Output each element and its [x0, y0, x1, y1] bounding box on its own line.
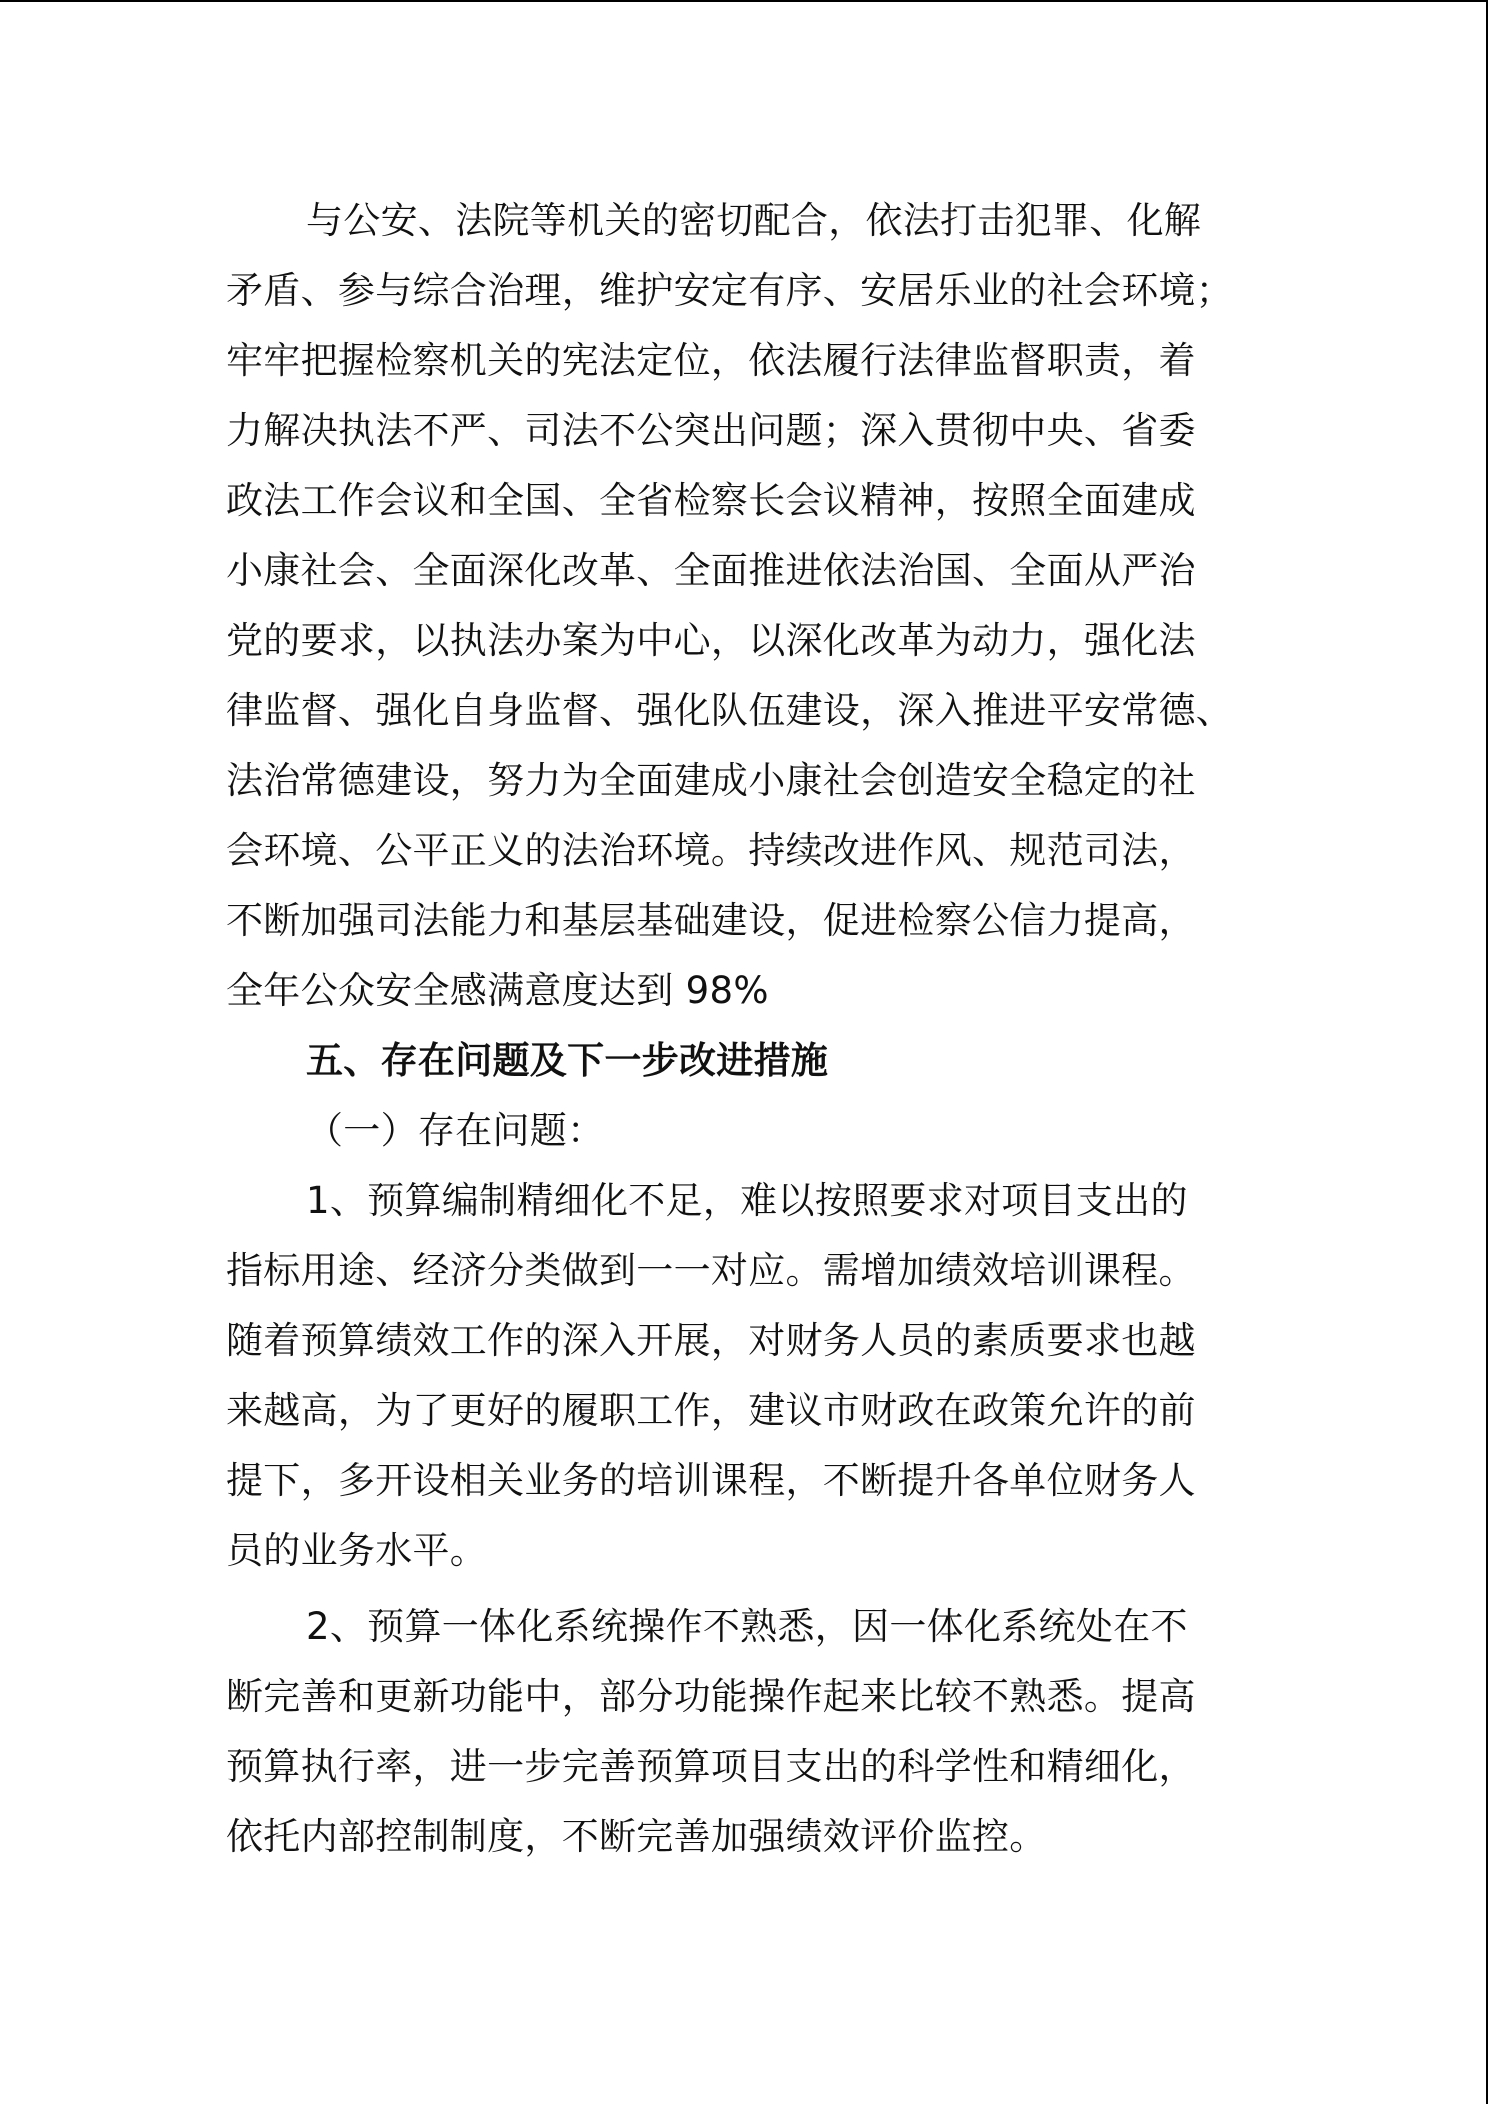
text-line: 指标用途、经济分类做到一一对应。需增加绩效培训课程。 — [226, 1249, 1196, 1292]
text-line: 党的要求，以执法办案为中心，以深化改革为动力，强化法 — [226, 619, 1196, 662]
problem-item-2 — [226, 1592, 1266, 1872]
text-line: 全年公众安全感满意度达到 98% — [226, 969, 769, 1012]
paragraph-1 — [226, 186, 1266, 1026]
text-line: 与公安、法院等机关的密切配合，依法打击犯罪、化解 — [306, 199, 1202, 242]
page-top-border — [0, 0, 1488, 2]
text-line: 随着预算绩效工作的深入开展，对财务人员的素质要求也越 — [226, 1319, 1196, 1362]
text-line: 预算执行率，进一步完善预算项目支出的科学性和精细化， — [226, 1745, 1196, 1788]
text-line: 法治常德建设，努力为全面建成小康社会创造安全稳定的社 — [226, 759, 1196, 802]
text-line: 来越高，为了更好的履职工作，建议市财政在政策允许的前 — [226, 1389, 1196, 1432]
document-body — [226, 186, 1266, 1872]
text-line: 提下，多开设相关业务的培训课程，不断提升各单位财务人 — [226, 1459, 1196, 1502]
text-line: 断完善和更新功能中，部分功能操作起来比较不熟悉。提高 — [226, 1675, 1196, 1718]
text-line: 依托内部控制制度，不断完善加强绩效评价监控。 — [226, 1815, 1047, 1858]
text-line: 不断加强司法能力和基层基础建设，促进检察公信力提高， — [226, 899, 1196, 942]
text-line: 矛盾、参与综合治理，维护安定有序、安居乐业的社会环境； — [226, 269, 1234, 312]
problem-item-1 — [226, 1166, 1266, 1586]
text-line: 小康社会、全面深化改革、全面推进依法治国、全面从严治 — [226, 549, 1196, 592]
text-line: 律监督、强化自身监督、强化队伍建设，深入推进平安常德、 — [226, 689, 1234, 732]
text-line: 员的业务水平。 — [226, 1529, 488, 1572]
text-line: 1、预算编制精细化不足，难以按照要求对项目支出的 — [306, 1179, 1188, 1222]
text-line: 会环境、公平正义的法治环境。持续改进作风、规范司法， — [226, 829, 1196, 872]
subheading: （一）存在问题： — [306, 1109, 605, 1152]
section-heading: 五、存在问题及下一步改进措施 — [306, 1039, 829, 1082]
text-line: 牢牢把握检察机关的宪法定位，依法履行法律监督职责，着 — [226, 339, 1196, 382]
text-line: 力解决执法不严、司法不公突出问题；深入贯彻中央、省委 — [226, 409, 1196, 452]
text-line: 政法工作会议和全国、全省检察长会议精神，按照全面建成 — [226, 479, 1196, 522]
text-line: 2、预算一体化系统操作不熟悉，因一体化系统处在不 — [306, 1605, 1188, 1648]
